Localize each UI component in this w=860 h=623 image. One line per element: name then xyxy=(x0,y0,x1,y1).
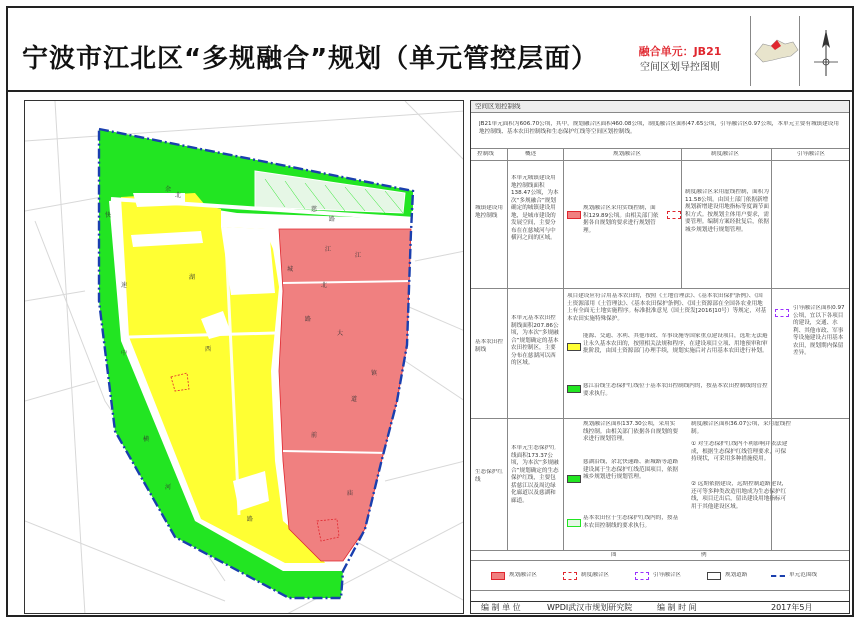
map-label: 庙 xyxy=(347,490,354,497)
column-header-row xyxy=(471,149,849,161)
page-title: 宁波市江北区“多规融合”规划（单元管控层面） xyxy=(22,44,599,74)
legend-swatch-system xyxy=(563,572,577,580)
footer-org: WPDI武汉市规划研究院 xyxy=(547,603,633,612)
map-label: 江 xyxy=(325,246,332,253)
grid-line xyxy=(771,149,772,551)
row-name: 生态保护红线 xyxy=(475,469,503,483)
footer-time-label: 编 制 时 间 xyxy=(657,603,697,612)
swatch-plan xyxy=(567,211,581,219)
plan-sheet xyxy=(6,6,854,617)
map-label: 城 xyxy=(287,266,294,273)
map-label: 前 xyxy=(311,432,318,439)
grid-line xyxy=(681,149,682,289)
row-system: 制度融合区面积36.07公顷，采用虚线控制。 xyxy=(691,421,791,435)
map-label: 余 xyxy=(165,186,172,193)
legend-title: 例 xyxy=(701,552,707,558)
map-label: 快 xyxy=(105,212,112,219)
legend-title-row xyxy=(471,551,849,561)
row-plan3: 基本农田位于生态保护红线内的，按基本农田控制线的要求执行。 xyxy=(583,515,679,529)
row-plan: 规划融合区采用实线控制，面积129.89公顷。由相关部门依据各自规划的要求进行规划管理。 xyxy=(583,205,659,234)
row-name: 城镇建设用地控制线 xyxy=(475,205,503,219)
footer-org-label: 编 制 单 位 xyxy=(481,603,521,612)
row-system: 制度融合区采用虚线控制，面积为11.58公顷。由国土部门依据新增规划新增建设用地指标等度调节面积方式。按规划主体用户要求，需要管理。编制方案经批复后，依据城乡规划进行规划管理。 xyxy=(685,189,769,233)
row-guide: 引导融合区面积0.97公顷，宜以下各项目的建设，交通、水利、其他市政、军事等设施建设占用基本农田，规划期内保留差异。 xyxy=(793,305,845,356)
legend-row xyxy=(471,561,849,591)
row-plan2: 慈江沿线生态保护红线位于基本农田控制线内的，按基本农田控制线的管控要求执行。 xyxy=(583,383,768,397)
col-header: 引导融合区 xyxy=(797,151,825,157)
map-label: 北 xyxy=(175,192,182,199)
legend-label: 制度融合区 xyxy=(581,572,609,578)
north-arrow-icon xyxy=(804,16,848,86)
map-label: 路 xyxy=(305,316,312,323)
map-label: 路 xyxy=(247,516,254,523)
zoning-map xyxy=(24,100,464,614)
col-header: 制度融合区 xyxy=(711,151,739,157)
header xyxy=(8,8,852,92)
swatch-system xyxy=(667,211,681,219)
col-header: 概述 xyxy=(525,151,537,157)
map-label: 横 xyxy=(143,436,150,443)
row-plan2: 慈湖沿线，余北快速路、新城路等道路建设属于生态保护红线范围项目，依据城乡规划进行规划管理。 xyxy=(583,459,679,480)
section-header: 空间区划控制线 xyxy=(475,103,521,110)
map-label: 速 xyxy=(121,282,128,289)
legend-swatch-road xyxy=(707,572,721,580)
location-thumbnail xyxy=(750,16,800,86)
swatch-guide xyxy=(775,309,789,317)
map-label: 慈 xyxy=(311,206,318,213)
grid-line xyxy=(563,149,564,551)
swatch-eco-hatch xyxy=(567,519,581,527)
legend-label: 规划融合区 xyxy=(509,572,537,578)
map-label: 北 xyxy=(321,282,328,289)
row-eco xyxy=(471,419,849,551)
map-label: 路 xyxy=(329,216,336,223)
map-label: 江 xyxy=(355,252,362,259)
swatch-farmland xyxy=(567,343,581,351)
unit-label: 融合单元：JB21 xyxy=(638,45,722,58)
control-table xyxy=(470,100,850,614)
map-label: 镇 xyxy=(371,370,378,377)
swatch-eco xyxy=(567,475,581,483)
row-system2: ① 对生态保护红线内不利影响并依法建成，根据生态保护红线管理要求，可保持现状，可采用多种措施使用。 xyxy=(691,441,788,462)
footer-time: 2017年5月 xyxy=(771,603,813,612)
row-system3: ② 远期依据建设，远期控制道路建设，还可等多种类改造用地成为生态保护红线，项目迁出后，留出建设用地指标可用于其他建设区域。 xyxy=(691,481,788,510)
row-farmland xyxy=(471,289,849,419)
row-summary: 本单元基本农田控制线面积207.86公顷，为本次“多规融合”规划确定的基本农田控制区，主要分布在慈湖河以西的区域。 xyxy=(511,315,559,366)
intro-row xyxy=(471,113,849,149)
row-top: 项目建设应符合用基本农田的，按照《土地管理法》、《基本农田保护条例》、《国土资源部用《土管理法》、《基本农田保护条例》、《国土资源部在全国各农业用地上有全面无土地实施程序。标准批准意见（国土资发[2016]10号）等规定，对基本农田实施特殊保护。 xyxy=(567,293,767,322)
row-summary: 本单元城镇建设用地控制线面积138.47公顷，为本次“多规融合”规划确定的城镇建设用地，是城市建设的发展空间，主要分布在在慈城河与中横河之间的区域。 xyxy=(511,175,559,241)
map-label: 河 xyxy=(165,484,172,491)
col-header: 控制线 xyxy=(477,151,494,157)
section-header-row xyxy=(471,101,849,113)
legend-swatch-plan xyxy=(491,572,505,580)
footer-row xyxy=(471,601,849,615)
swatch-eco xyxy=(567,385,581,393)
map-label: 西 xyxy=(205,346,212,353)
col-header: 规划融合区 xyxy=(613,151,641,157)
row-urban xyxy=(471,161,849,289)
map-label: 中 xyxy=(121,350,128,357)
map-label: 道 xyxy=(351,396,358,403)
unit-subtitle: 空间区划导控图则 xyxy=(640,62,720,73)
unit-box xyxy=(616,44,744,80)
legend-swatch-guide xyxy=(635,572,649,580)
row-plan: 规划融合区面积137.30公顷，采用实线控制。由相关部门依据各自规划的要求进行规划管理。 xyxy=(583,421,679,442)
row-name: 基本农田控制线 xyxy=(475,339,503,353)
row-summary: 本单元生态保护红线面积173.37公顷，为本次“多规融合”规划确定的生态保护红线，主要包括慈江以及周边绿化廊道以及慈湖和廊道。 xyxy=(511,445,559,504)
legend-label: 规划道路 xyxy=(725,572,748,578)
map-label: 湖 xyxy=(189,274,196,281)
legend-label: 单元范围线 xyxy=(789,572,817,578)
intro-text: JB21单元面积为606.70公顷，其中，规划融合区面积460.08公顷，制度融合区面积47.65公顷，引导融合区0.97公顷，本单元主要有城镇建设用地控制线、基本农田控制线和生态保护红线等空间区划控制线。 xyxy=(479,121,839,135)
grid-line xyxy=(507,149,508,551)
legend-swatch-boundary xyxy=(771,575,785,577)
map-label: 大 xyxy=(337,330,344,337)
row-plan: 能源、交通、水利、其他市政、军事设施等国家重点建设项目，选址无法避让永久基本农田的，按照相关法规和程序，在建设项目立项、用地预审和审批阶段，由国土资源部门办理手续，规划实施后对占用基本农田进行补划。 xyxy=(583,333,768,354)
legend-title: 图 xyxy=(611,552,617,558)
legend-label: 引导融合区 xyxy=(653,572,681,578)
